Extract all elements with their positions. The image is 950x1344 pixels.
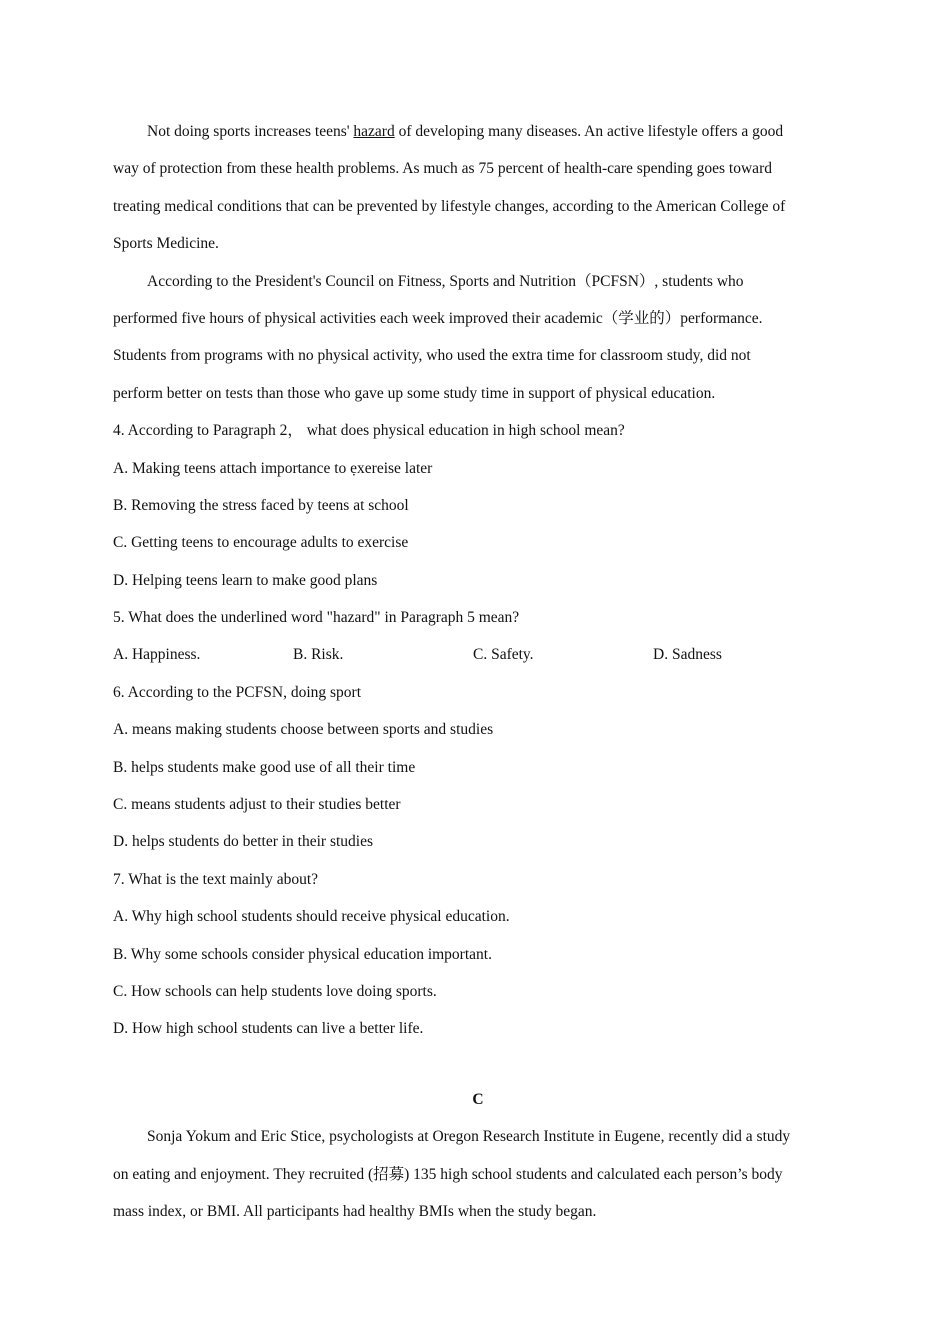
question-6: [113, 674, 843, 861]
paragraph-line: way of protection from these health problems. As much as 75 percent of health-care spending goes toward: [113, 160, 772, 178]
answer-option: B. helps students make good use of all their time: [113, 758, 416, 776]
answer-option: A. means making students choose between sports and studies: [113, 721, 494, 739]
text-span: Not doing sports increases teens': [147, 123, 354, 140]
text-span: of developing many diseases. An active lifestyle offers a good: [394, 123, 784, 140]
paragraph-line: mass index, or BMI. All participants had healthy BMIs when the study began.: [113, 1202, 597, 1220]
answer-option: D. How high school students can live a better life.: [113, 1020, 424, 1038]
section-heading: C: [472, 1090, 484, 1108]
answer-option: B. Risk.: [293, 646, 344, 664]
answer-option: A. Why high school students should receive physical education.: [113, 908, 510, 926]
paragraph-pcfsn: [113, 263, 843, 413]
question-stem: 6. According to the PCFSN, doing sport: [113, 683, 362, 701]
answer-option: D. Helping teens learn to make good plans: [113, 571, 378, 589]
question-stem: 7. What is the text mainly about?: [113, 870, 319, 888]
paragraph-section-c: [113, 1118, 843, 1230]
paragraph-line: [113, 113, 843, 150]
answer-option: B. Removing the stress faced by teens at school: [113, 496, 409, 514]
paragraph-line: performed five hours of physical activities each week improved their academic（学业的）performance.: [113, 309, 763, 327]
paragraph-line: Sports Medicine.: [113, 235, 219, 253]
answer-option: C. means students adjust to their studies better: [113, 796, 401, 814]
paragraph-line: Students from programs with no physical activity, who used the extra time for classroom study, did not: [113, 347, 751, 365]
answer-option: B. Why some schools consider physical education important.: [113, 945, 492, 963]
answer-options-row: [113, 636, 843, 673]
paragraph-line: treating medical conditions that can be prevented by lifestyle changes, according to the American College of: [113, 197, 786, 215]
underlined-word-hazard: hazard: [353, 123, 395, 140]
question-5: [113, 599, 843, 674]
question-4: [113, 412, 843, 599]
document-page: [113, 113, 843, 1230]
question-7: [113, 861, 843, 1048]
paragraph-line: perform better on tests than those who gave up some study time in support of physical education.: [113, 384, 716, 402]
answer-option: C. Safety.: [473, 646, 534, 664]
paragraph-line: on eating and enjoyment. They recruited (招募) 135 high school students and calculated each person’s body: [113, 1165, 783, 1183]
question-stem: 5. What does the underlined word "hazard" in Paragraph 5 mean?: [113, 609, 520, 627]
paragraph-line: Sonja Yokum and Eric Stice, psychologists at Oregon Research Institute in Eugene, recently did a study: [147, 1128, 791, 1146]
answer-option: D. helps students do better in their studies: [113, 833, 374, 851]
question-stem: 4. According to Paragraph 2， what does physical education in high school mean?: [113, 422, 625, 440]
paragraph-line: According to the President's Council on Fitness, Sports and Nutrition（PCFSN）, students who: [147, 272, 744, 290]
answer-option: D. Sadness: [653, 646, 722, 664]
answer-option: A. Making teens attach importance to ẹxereise later: [113, 459, 433, 477]
answer-option: A. Happiness.: [113, 646, 201, 664]
paragraph-health: [113, 113, 843, 263]
answer-option: C. Getting teens to encourage adults to exercise: [113, 534, 409, 552]
answer-option: C. How schools can help students love doing sports.: [113, 982, 437, 1000]
